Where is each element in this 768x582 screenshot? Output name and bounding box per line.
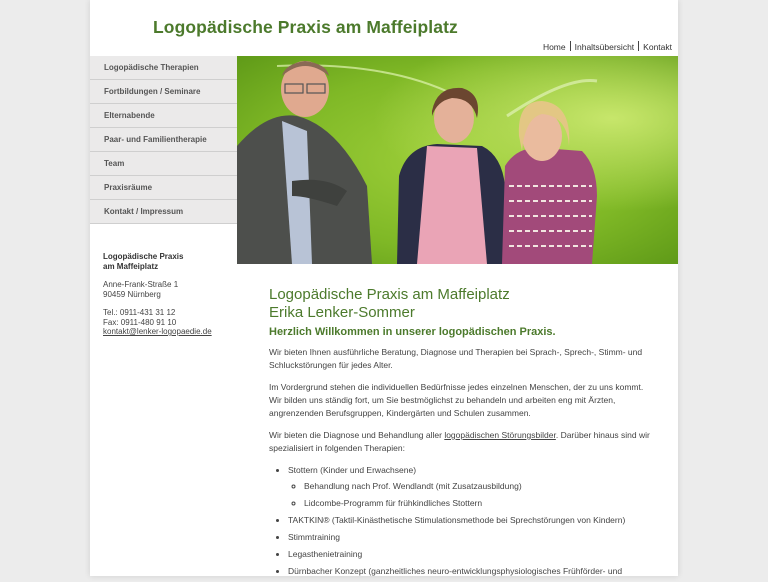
address-email-link[interactable]: kontakt@lenker-logopaedie.de	[103, 327, 212, 336]
address-tel: Tel.: 0911-431 31 12	[103, 308, 176, 317]
address-name-1: Logopädische Praxis	[103, 252, 184, 261]
page-container	[90, 0, 678, 576]
page-title	[269, 286, 654, 322]
divider	[638, 41, 639, 51]
focus-paragraph: Im Vordergrund stehen die individuellen Bedürfnisse jedes einzelnen Menschen, der zu uns kommt. Wir bilden uns ständig fort, um Sie bestmöglichst zu behandeln und arbeiten eng mit Ärzten, angrenzenden Berufsgruppen, Kindergärten und Schulen zusammen.	[269, 382, 644, 418]
welcome-heading: Herzlich Willkommen in unserer logopädischen Praxis.	[269, 326, 556, 338]
list-item	[288, 464, 654, 510]
specialties-paragraph	[269, 429, 654, 455]
hero-image	[237, 56, 678, 264]
main-content	[269, 286, 654, 582]
divider	[570, 41, 571, 51]
team-photo-illustration	[237, 56, 678, 264]
disorders-link[interactable]: logopädischen Störungsbilder	[444, 430, 556, 440]
sidebar-item-team[interactable]: Team	[90, 152, 237, 176]
address-name-2: am Maffeiplatz	[103, 261, 159, 271]
specialties-text-before: Wir bieten die Diagnose und Behandlung aller	[269, 430, 445, 440]
list-item: • TAKTKIN® (Taktil-Kinästhetische Stimulationsmethode bei Sprechstörungen von Kindern)	[288, 514, 654, 527]
header	[90, 0, 678, 56]
sidebar-item-therapien[interactable]: Logopädische Therapien	[90, 56, 237, 80]
address-street: Anne-Frank-Straße 1	[103, 280, 179, 289]
specialties-text-after: . Darüber hinaus sind wir spezialisiert in folgenden Therapien:	[269, 430, 650, 453]
address-fax: Fax: 0911-480 91 10	[103, 317, 177, 327]
intro-paragraph: Wir bieten Ihnen ausführliche Beratung, Diagnose und Therapien bei Sprach-, Sprech-, Stimm- und Schluckstörungen für jedes Alter.	[269, 347, 643, 370]
list-item-text: Stottern (Kinder und Erwachsene)	[288, 465, 417, 475]
page-title-line1: Logopädische Praxis am Maffeiplatz	[269, 286, 510, 303]
sidebar-item-fortbildungen[interactable]: Fortbildungen / Seminare	[90, 80, 237, 104]
list-subitem: ◦ Lidcombe-Programm für frühkindliches Stottern	[304, 497, 654, 510]
therapy-list	[269, 464, 654, 578]
top-nav-sitemap[interactable]: Inhaltsübersicht	[574, 42, 635, 52]
top-nav	[543, 41, 672, 52]
top-nav-contact[interactable]: Kontakt	[643, 42, 672, 52]
site-title[interactable]: Logopädische Praxis am Maffeiplatz	[153, 17, 458, 37]
sidebar-item-paartherapie[interactable]: Paar- und Familientherapie	[90, 128, 237, 152]
list-item: • Stimmtraining	[288, 531, 654, 544]
list-item: • Dürnbacher Konzept (ganzheitliches neuro-entwicklungsphysiologisches Frühförder- und	[288, 565, 654, 578]
sidebar	[90, 56, 237, 346]
list-item: • Legasthenietraining	[288, 548, 654, 561]
sidebar-item-kontakt[interactable]: Kontakt / Impressum	[90, 200, 237, 224]
address-city: 90459 Nürnberg	[103, 289, 161, 299]
address-block	[90, 224, 237, 337]
sidebar-item-elternabende[interactable]: Elternabende	[90, 104, 237, 128]
top-nav-home[interactable]: Home	[542, 42, 566, 52]
list-subitem: ◦ Behandlung nach Prof. Wendlandt (mit Zusatzausbildung)	[304, 480, 654, 493]
page-title-line2: Erika Lenker-Sommer	[269, 304, 415, 321]
sidebar-item-praxisraeume[interactable]: Praxisräume	[90, 176, 237, 200]
